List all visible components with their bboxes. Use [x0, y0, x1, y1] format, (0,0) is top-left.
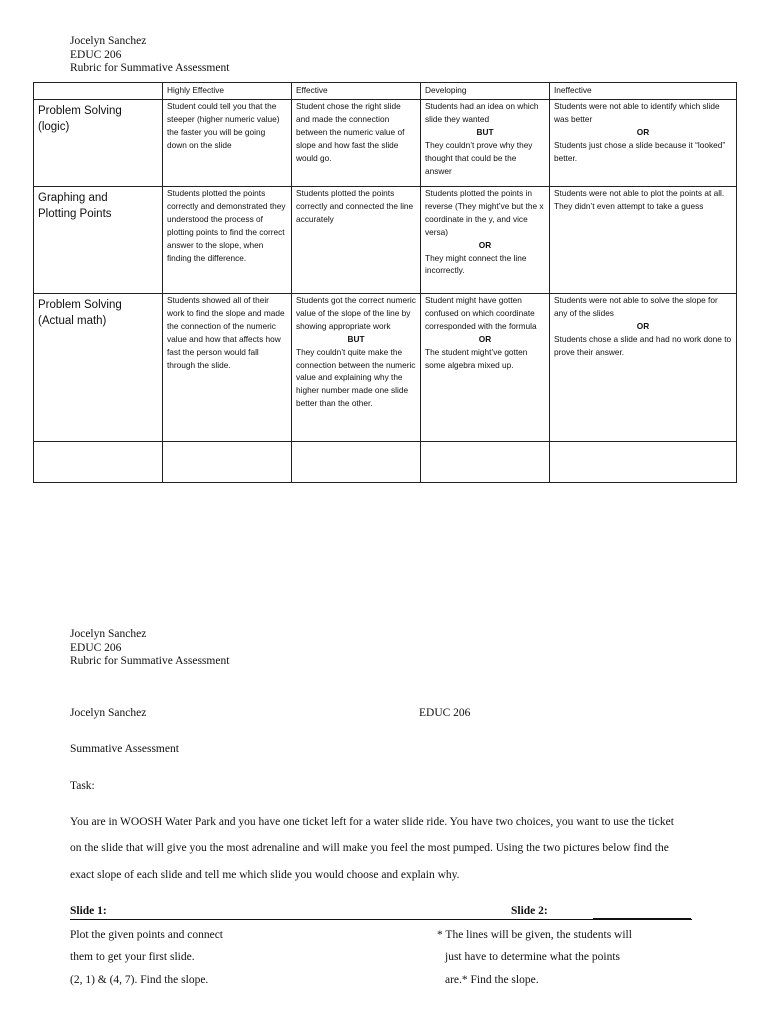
rubric-table — [33, 82, 737, 483]
connector-word: BUT — [347, 333, 365, 344]
empty-cell — [163, 442, 292, 483]
assessment-course-code: EDUC 206 — [419, 707, 471, 719]
empty-cell — [421, 442, 550, 483]
slide2-instruction-line: are.* Find the slope. — [445, 974, 539, 986]
cell-text: Students were not able to identify which slide was better — [554, 101, 720, 124]
cell-text: Students showed all of their work to find the slope and made the connection of the numeric value and how that affects how fast the person would fall through the slide. — [167, 295, 285, 370]
assessment-author-name: Jocelyn Sanchez — [70, 707, 147, 719]
empty-cell — [292, 442, 421, 483]
criterion-line: (logic) — [38, 121, 70, 133]
slide2-instruction-line: just have to determine what the points — [445, 951, 621, 963]
header-cell-ineffective: Ineffective — [550, 83, 737, 100]
cell-text: Students were not able to plot the points at all. They didn’t even attempt to take a guess — [554, 188, 725, 211]
criterion-line: Graphing and — [38, 192, 108, 204]
cell-text: Student could tell you that the steeper (higher numeric value) the faster you will be going down on the slide — [167, 101, 280, 150]
cell-text: Students were not able to solve the slope for any of the slides — [554, 295, 718, 318]
slide1-instruction-line: (2, 1) & (4, 7). Find the slope. — [70, 974, 209, 986]
cell-text: Students plotted the points correctly and connected the line accurately — [296, 188, 414, 224]
slide1-instruction-line: Plot the given points and connect — [70, 929, 223, 941]
task-line: You are in WOOSH Water Park and you have one ticket left for a water slide ride. You have two choices, you want to use the ticket — [70, 816, 674, 828]
criterion-cell — [34, 100, 163, 187]
empty-cell — [550, 442, 737, 483]
rubric-row-actual-math — [34, 294, 737, 442]
highly-effective-cell — [163, 100, 292, 187]
document-title: Rubric for Summative Assessment — [70, 655, 230, 667]
document-header-top — [70, 35, 229, 76]
criterion-cell — [34, 294, 163, 442]
author-name: Jocelyn Sanchez — [70, 628, 147, 640]
cell-text: They couldn’t prove why they thought that could be the answer — [425, 139, 533, 176]
connector-word: OR — [636, 126, 650, 137]
criterion-line: (Actual math) — [38, 315, 107, 327]
connector-word: OR — [478, 333, 492, 344]
criterion-line: Problem Solving — [38, 299, 122, 311]
cell-text: Student chose the right slide and made the connection between the numeric value of slope and how fast the slide would go. — [296, 101, 405, 163]
cell-text: They might connect the line incorrectly. — [425, 252, 527, 276]
cell-text: Students plotted the points correctly and demonstrated they understood the process of plotting points to find the correct answer to the slope, when finding the difference. — [167, 188, 286, 263]
cell-text: The student might’ve gotten some algebra mixed up. — [425, 346, 528, 370]
effective-cell — [292, 100, 421, 187]
ineffective-cell — [550, 187, 737, 294]
cell-text: They couldn’t quite make the connection between the numeric value and explaining why the higher number made one slide better than the other. — [296, 346, 416, 409]
header-cell-blank — [34, 83, 163, 100]
rubric-row-graphing — [34, 187, 737, 294]
ineffective-cell — [550, 100, 737, 187]
cell-text: Students had an idea on which slide they wanted — [425, 101, 539, 124]
slide1-instruction-line: them to get your first slide. — [70, 951, 195, 963]
criterion-cell — [34, 187, 163, 294]
cell-text: Students got the correct numeric value of the slope of the line by showing appropriate work — [296, 295, 416, 331]
header-cell-highly-effective: Highly Effective — [163, 83, 292, 100]
developing-cell — [421, 100, 550, 187]
document-header-second — [70, 628, 229, 669]
slide2-instruction-line: * The lines will be given, the students will — [437, 929, 632, 941]
developing-cell — [421, 187, 550, 294]
criterion-line: Problem Solving — [38, 105, 122, 117]
connector-word: BUT — [476, 126, 494, 137]
slide2-label: Slide 2: — [511, 905, 548, 917]
highly-effective-cell — [163, 294, 292, 442]
assessment-heading: Summative Assessment — [70, 743, 179, 755]
header-cell-developing: Developing — [421, 83, 550, 100]
header-cell-effective: Effective — [292, 83, 421, 100]
task-line: on the slide that will give you the most adrenaline and will make you feel the most pumped. Using the two pictures below find the — [70, 842, 669, 854]
cell-text: Students just chose a slide because it “looked” better. — [554, 139, 726, 163]
document-title: Rubric for Summative Assessment — [70, 62, 230, 74]
task-label: Task: — [70, 780, 95, 792]
slide1-label: Slide 1: — [70, 905, 107, 917]
ineffective-cell — [550, 294, 737, 442]
empty-cell — [34, 442, 163, 483]
criterion-line: Plotting Points — [38, 208, 112, 220]
course-code: EDUC 206 — [70, 48, 122, 61]
course-code: EDUC 206 — [70, 641, 122, 654]
developing-cell — [421, 294, 550, 442]
cell-text: Students plotted the points in reverse (They might’ve but the x coordinate in the y, and vice versa) — [425, 188, 544, 237]
effective-cell — [292, 187, 421, 294]
task-line: exact slope of each slide and tell me which slide you would choose and explain why. — [70, 869, 460, 881]
slide-heading-rule — [70, 919, 692, 920]
connector-word: OR — [478, 239, 492, 250]
cell-text: Students chose a slide and had no work done to prove their answer. — [554, 333, 732, 357]
effective-cell — [292, 294, 421, 442]
cell-text: Student might have gotten confused on which coordinate corresponded with the formula — [425, 295, 537, 331]
rubric-row-logic — [34, 100, 737, 187]
rubric-row-empty — [34, 442, 737, 483]
rubric-header-row — [34, 83, 737, 100]
highly-effective-cell — [163, 187, 292, 294]
author-name: Jocelyn Sanchez — [70, 35, 147, 47]
connector-word: OR — [636, 320, 650, 331]
